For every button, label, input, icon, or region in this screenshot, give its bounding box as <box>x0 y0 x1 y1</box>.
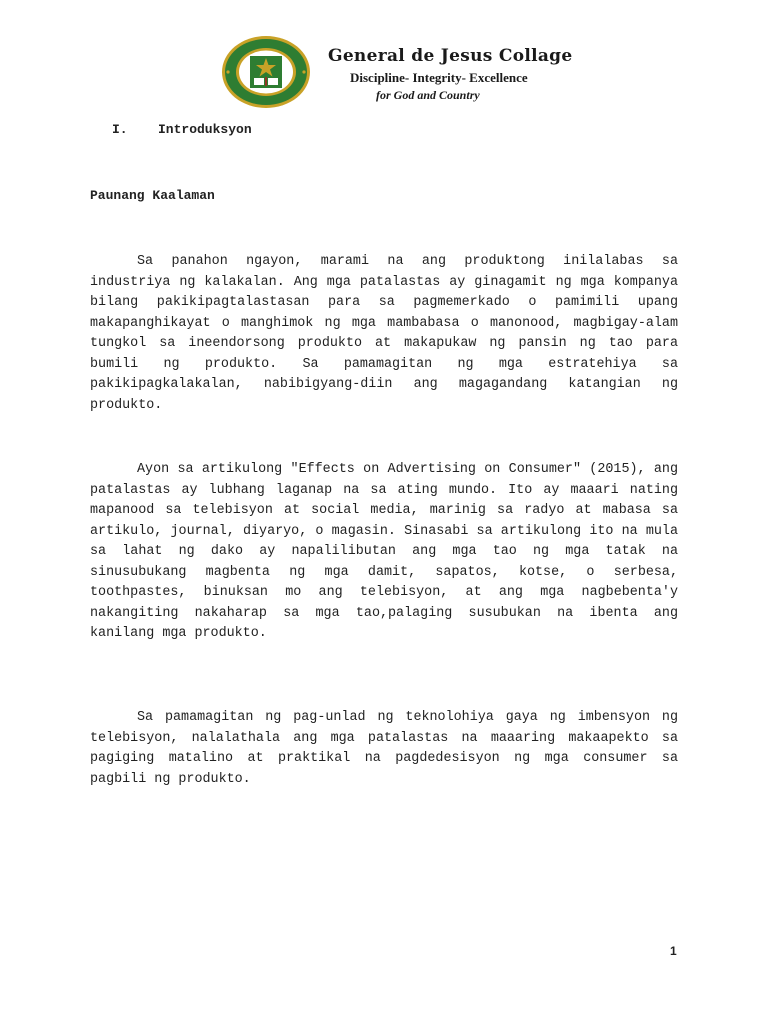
page-number: 1 <box>670 944 677 958</box>
paragraph-3: Sa pamamagitan ng pag-unlad ng teknolohiya gaya ng imbensyon ng telebisyon, nalalathala ang mga patalastas na maaaring makaapekto sa pagiging matalino at praktikal na pagdedesisyon ng mga consumer sa pagbili ng produkto. <box>90 710 678 787</box>
section-heading <box>112 122 252 137</box>
section-number: I. <box>112 122 128 137</box>
college-motto: Discipline- Integrity- Excellence <box>350 70 528 85</box>
college-header <box>220 34 573 114</box>
college-name: General de Jesus Collage <box>328 46 573 66</box>
paragraph-1: Sa panahon ngayon, marami na ang produktong inilalabas sa industriya ng kalakalan. Ang mga patalastas ay ginagamit ng mga kompanya bilang pakikipagtalastasan para sa pagmemerkado o pamimili upang makapanghikayat o manghimok ng mga mambabasa o manonood, magbigay-alam tungkol sa ineendorsong produkto at makapukaw ng pansin ng tao para bumili ng produkto. Sa pamamagitan ng mga estratehiya sa pakikipagkalakalan, nabibigyang-diin ang magagandang katangian ng produkto. <box>90 254 678 413</box>
subheading: Paunang Kaalaman <box>90 188 215 203</box>
college-tagline: for God and Country <box>376 88 480 102</box>
paragraph-2: Ayon sa artikulong "Effects on Advertising on Consumer" (2015), ang patalastas ay lubhang laganap na sa ating mundo. Ito ay maaari nating mapanood sa telebisyon at social media, marinig sa radyo at mabasa sa artikulo, journal, diyaryo, o magasin. Sinasabi sa artikulong ito na mula sa lahat ng dako ay napalilibutan ang mga tao ng mga tatak na sinusubukang magbenta ng mga damit, sapatos, kotse, o serbesa, toothpastes, binuksan mo ang telebisyon, at ang mga nagbebenta'y nakangiting nakaharap sa mga tao,palaging susubukan na ibenta ang kanilang mga produkto. <box>90 462 678 641</box>
section-title: Introduksyon <box>158 122 252 137</box>
college-seal-logo <box>220 34 312 110</box>
